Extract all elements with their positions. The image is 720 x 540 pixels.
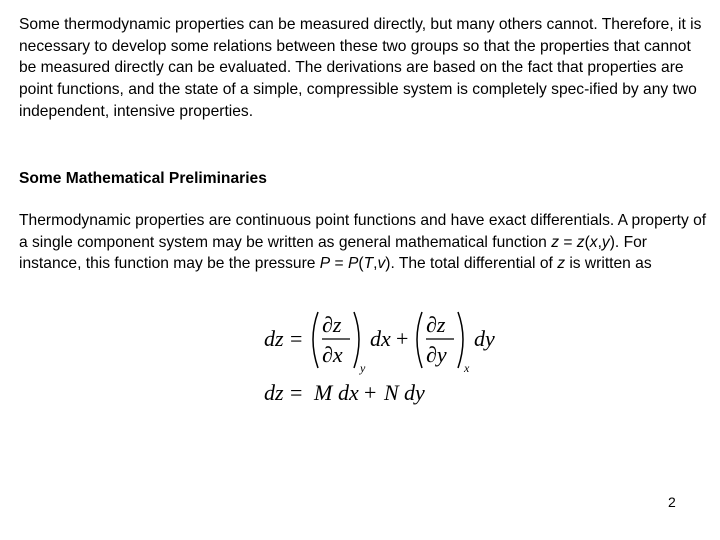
eq1-dx: dx: [370, 326, 391, 351]
eq1-partial-num-2: ∂z: [426, 312, 446, 337]
eq1-partial-num-1: ∂z: [322, 312, 342, 337]
eq2-plus: +: [364, 380, 377, 405]
section-heading: Some Mathematical Preliminaries: [19, 170, 267, 187]
eq2-lhs: dz: [264, 380, 284, 405]
body-text-4: is written as: [564, 255, 652, 273]
equation-exact-differential: [258, 376, 458, 412]
eq1-dy: dy: [474, 326, 495, 351]
page-number: 2: [668, 494, 676, 510]
eq1-paren-close-1: [354, 312, 359, 368]
body-text-comma2: ,: [373, 255, 378, 273]
eq1-equals: =: [290, 326, 303, 351]
body-text-close2: ): [385, 255, 391, 273]
body-text-2: . For instance, this function may be the pressure: [19, 233, 647, 273]
var-x: x: [589, 233, 598, 251]
eq1-partial-den-2: ∂y: [426, 342, 447, 367]
body-text-1: Thermodynamic properties are continuous point functions and have exact differentials. A property of a single component system may be written as general mathematical function: [19, 212, 707, 251]
body-paragraph: [19, 210, 711, 275]
var-v: v: [377, 255, 386, 273]
var-T: T: [363, 255, 374, 273]
eq1-lhs: dz: [264, 326, 284, 351]
eq1-subscript-1: y: [360, 361, 366, 375]
eq1-subscript-2: x: [464, 361, 470, 375]
eq2-M: M: [314, 380, 333, 405]
eq2-equals: =: [290, 380, 303, 405]
body-text-open: (: [584, 233, 590, 251]
var-z-fn: z: [576, 233, 585, 251]
eq2-dx: dx: [338, 380, 359, 405]
body-text-eq2: =: [330, 255, 348, 273]
eq2-dy: dy: [404, 380, 425, 405]
var-P: P: [319, 255, 331, 273]
var-z-2: z: [557, 255, 565, 273]
equation-total-differential: [258, 306, 508, 376]
var-P-fn: P: [347, 255, 359, 273]
eq1-paren-open-2: [417, 312, 422, 368]
var-z: z: [551, 233, 559, 251]
body-text-eq: =: [558, 233, 577, 251]
eq1-plus: +: [396, 326, 409, 351]
var-y: y: [601, 233, 610, 251]
intro-paragraph: Some thermodynamic properties can be measured directly, but many others cannot. Therefore, it is necessary to develop some relations between these two groups so that the properties that cannot be measured directly can be evaluated. The derivations are based on the fact that properties are point functions, and the state of a simple, compressible system is completely spec-ified by any two independent, intensive properties.: [19, 16, 702, 120]
body-text-open2: (: [358, 255, 364, 273]
eq1-partial-den-1: ∂x: [322, 342, 343, 367]
eq2-N: N: [384, 380, 399, 405]
body-text-3: . The total differential of: [390, 255, 558, 273]
eq1-paren-close-2: [458, 312, 463, 368]
body-text-close: ): [609, 233, 615, 251]
eq1-paren-open-1: [313, 312, 318, 368]
body-text-comma: ,: [597, 233, 602, 251]
